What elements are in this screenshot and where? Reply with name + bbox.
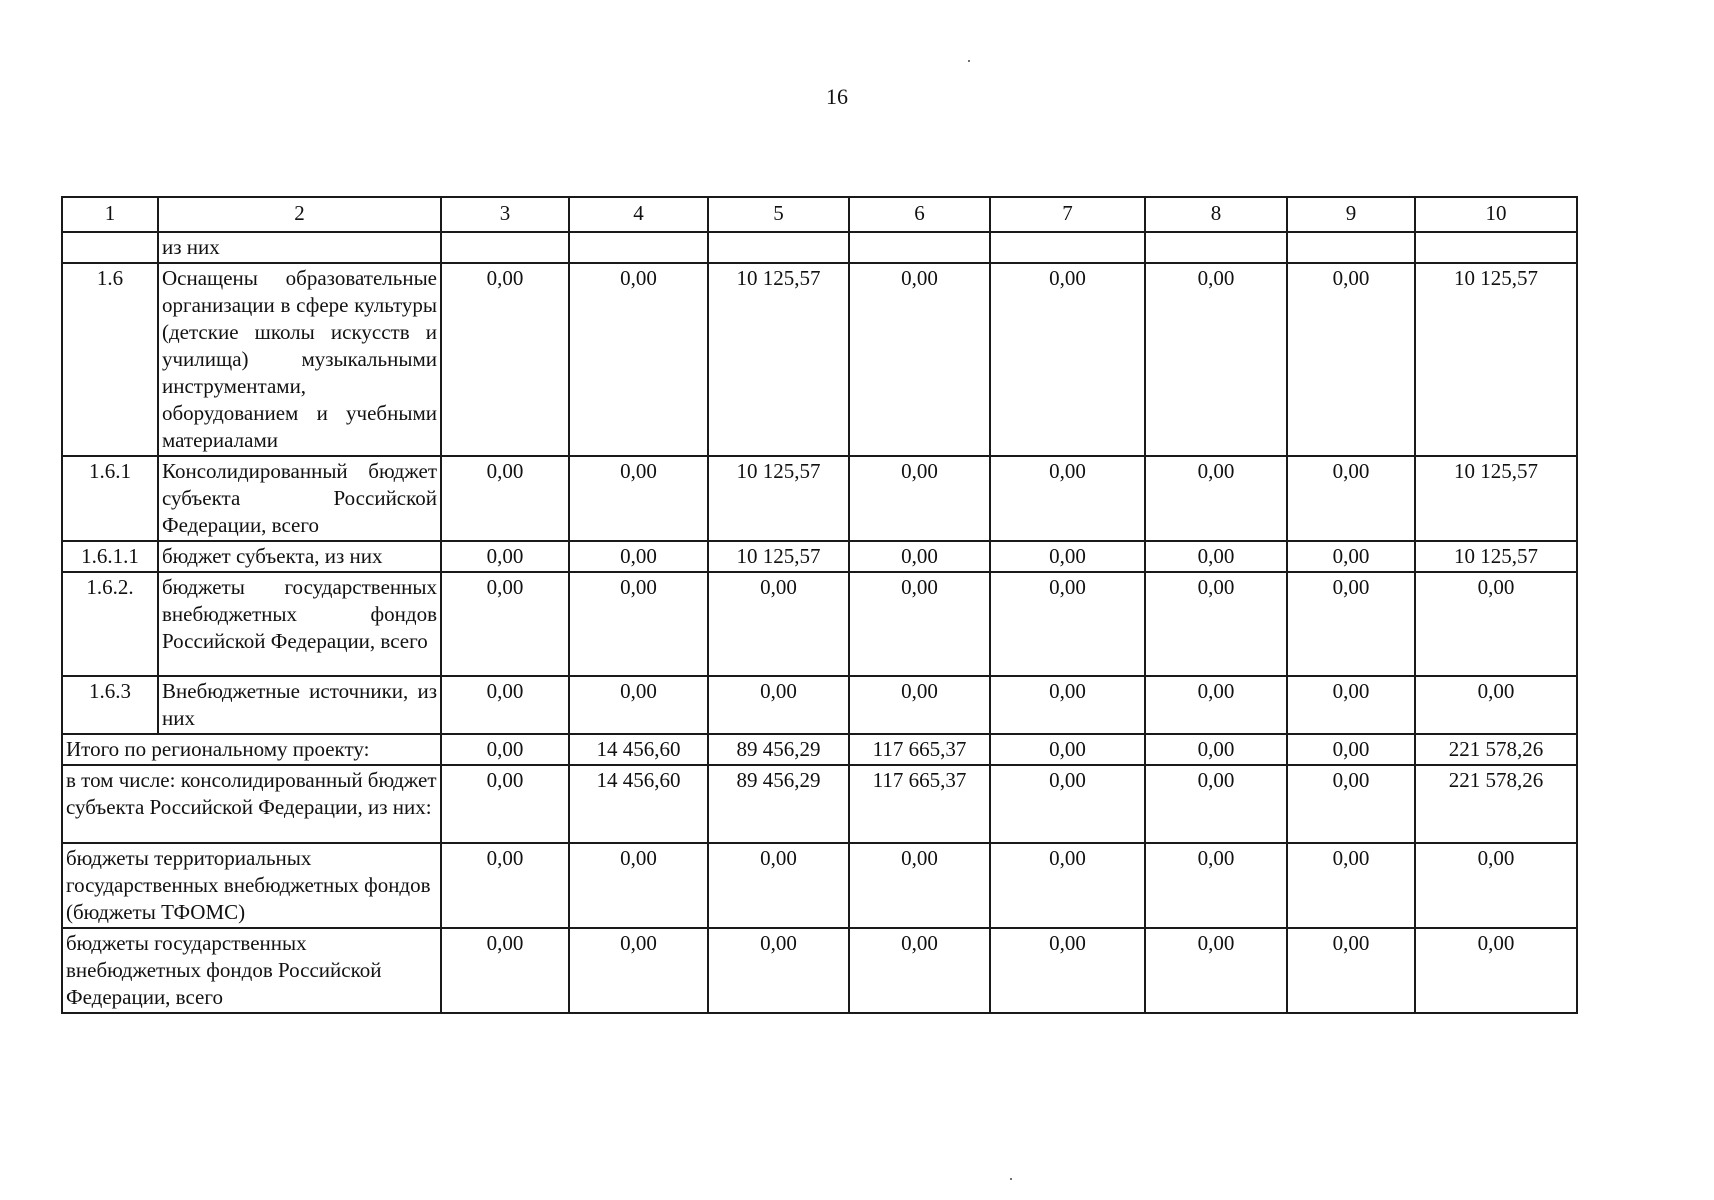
value-cell-col-6: 0,00	[849, 572, 990, 676]
row-name: бюджеты государственных внебюджетных фондов Российской Федерации, всего	[158, 572, 441, 676]
total-value-col-7: 0,00	[990, 843, 1145, 928]
value-cell-col-3	[441, 232, 569, 263]
value-cell-col-8: 0,00	[1145, 263, 1287, 456]
total-label: бюджеты государственных внебюджетных фондов Российской Федерации, всего	[62, 928, 441, 1013]
value-cell-col-9	[1287, 232, 1415, 263]
value-cell-col-8	[1145, 232, 1287, 263]
total-row	[62, 928, 1577, 1013]
total-label: бюджеты территориальных государственных внебюджетных фондов (бюджеты ТФОМС)	[62, 843, 441, 928]
total-value-col-3: 0,00	[441, 843, 569, 928]
value-cell-col-7	[990, 232, 1145, 263]
row-code	[62, 232, 158, 263]
column-header-2: 2	[158, 197, 441, 232]
value-cell-col-5	[708, 232, 849, 263]
total-value-col-7: 0,00	[990, 734, 1145, 765]
total-value-col-4: 14 456,60	[569, 765, 708, 843]
row-name: Консолидированный бюджет субъекта Российской Федерации, всего	[158, 456, 441, 541]
value-cell-col-7: 0,00	[990, 456, 1145, 541]
value-cell-col-9: 0,00	[1287, 676, 1415, 734]
value-cell-col-8: 0,00	[1145, 676, 1287, 734]
value-cell-col-6: 0,00	[849, 541, 990, 572]
value-cell-col-4: 0,00	[569, 263, 708, 456]
value-cell-col-6: 0,00	[849, 676, 990, 734]
value-cell-col-9: 0,00	[1287, 456, 1415, 541]
row-code: 1.6.1.1	[62, 541, 158, 572]
value-cell-col-5: 0,00	[708, 676, 849, 734]
row-name: из них	[158, 232, 441, 263]
row-code: 1.6.2.	[62, 572, 158, 676]
value-cell-col-7: 0,00	[990, 263, 1145, 456]
total-value-col-9: 0,00	[1287, 765, 1415, 843]
total-value-col-10: 0,00	[1415, 928, 1577, 1013]
column-header-8: 8	[1145, 197, 1287, 232]
value-cell-col-7: 0,00	[990, 572, 1145, 676]
value-cell-col-9: 0,00	[1287, 541, 1415, 572]
column-header-5: 5	[708, 197, 849, 232]
total-value-col-9: 0,00	[1287, 843, 1415, 928]
table-row	[62, 572, 1577, 676]
total-label: в том числе: консолидированный бюджет субъекта Российской Федерации, из них:	[62, 765, 441, 843]
value-cell-col-10: 10 125,57	[1415, 541, 1577, 572]
value-cell-col-3: 0,00	[441, 676, 569, 734]
value-cell-col-4: 0,00	[569, 572, 708, 676]
table-row	[62, 263, 1577, 456]
total-value-col-3: 0,00	[441, 734, 569, 765]
total-value-col-8: 0,00	[1145, 843, 1287, 928]
total-value-col-3: 0,00	[441, 928, 569, 1013]
value-cell-col-4: 0,00	[569, 456, 708, 541]
total-value-col-8: 0,00	[1145, 734, 1287, 765]
value-cell-col-8: 0,00	[1145, 572, 1287, 676]
value-cell-col-6: 0,00	[849, 263, 990, 456]
total-value-col-6: 0,00	[849, 843, 990, 928]
column-header-9: 9	[1287, 197, 1415, 232]
value-cell-col-8: 0,00	[1145, 456, 1287, 541]
budget-table	[61, 196, 1578, 1014]
value-cell-col-9: 0,00	[1287, 572, 1415, 676]
total-row	[62, 734, 1577, 765]
row-name: бюджет субъекта, из них	[158, 541, 441, 572]
total-value-col-7: 0,00	[990, 928, 1145, 1013]
row-name: Внебюджетные источники, из них	[158, 676, 441, 734]
value-cell-col-5: 10 125,57	[708, 263, 849, 456]
total-row	[62, 843, 1577, 928]
value-cell-col-4: 0,00	[569, 541, 708, 572]
total-value-col-5: 89 456,29	[708, 734, 849, 765]
value-cell-col-7: 0,00	[990, 676, 1145, 734]
value-cell-col-8: 0,00	[1145, 541, 1287, 572]
value-cell-col-3: 0,00	[441, 456, 569, 541]
value-cell-col-5: 10 125,57	[708, 456, 849, 541]
total-value-col-9: 0,00	[1287, 734, 1415, 765]
column-header-10: 10	[1415, 197, 1577, 232]
total-value-col-5: 0,00	[708, 928, 849, 1013]
column-header-3: 3	[441, 197, 569, 232]
total-value-col-3: 0,00	[441, 765, 569, 843]
value-cell-col-6	[849, 232, 990, 263]
row-name: Оснащены образовательные организации в сфере культуры (детские школы искусств и училища) музыкальными инструментами, оборудованием и учебными материалами	[158, 263, 441, 456]
value-cell-col-7: 0,00	[990, 541, 1145, 572]
value-cell-col-3: 0,00	[441, 572, 569, 676]
total-value-col-9: 0,00	[1287, 928, 1415, 1013]
column-header-4: 4	[569, 197, 708, 232]
value-cell-col-10: 10 125,57	[1415, 456, 1577, 541]
table-row	[62, 676, 1577, 734]
total-value-col-10: 221 578,26	[1415, 765, 1577, 843]
total-value-col-7: 0,00	[990, 765, 1145, 843]
scan-speck	[968, 60, 970, 62]
page-number: 16	[826, 84, 848, 109]
value-cell-col-3: 0,00	[441, 263, 569, 456]
total-value-col-5: 89 456,29	[708, 765, 849, 843]
total-value-col-6: 0,00	[849, 928, 990, 1013]
total-value-col-4: 0,00	[569, 843, 708, 928]
value-cell-col-10: 0,00	[1415, 572, 1577, 676]
total-value-col-10: 0,00	[1415, 843, 1577, 928]
scan-speck	[1010, 1178, 1012, 1180]
total-value-col-6: 117 665,37	[849, 734, 990, 765]
column-header-1: 1	[62, 197, 158, 232]
row-code: 1.6	[62, 263, 158, 456]
value-cell-col-4	[569, 232, 708, 263]
table-row	[62, 541, 1577, 572]
column-header-7: 7	[990, 197, 1145, 232]
value-cell-col-10: 10 125,57	[1415, 263, 1577, 456]
value-cell-col-4: 0,00	[569, 676, 708, 734]
total-label: Итого по региональному проекту:	[62, 734, 441, 765]
value-cell-col-6: 0,00	[849, 456, 990, 541]
total-value-col-8: 0,00	[1145, 765, 1287, 843]
total-row	[62, 765, 1577, 843]
total-value-col-6: 117 665,37	[849, 765, 990, 843]
column-header-6: 6	[849, 197, 990, 232]
total-value-col-4: 0,00	[569, 928, 708, 1013]
table-header-row	[62, 197, 1577, 232]
table-row	[62, 232, 1577, 263]
total-value-col-5: 0,00	[708, 843, 849, 928]
value-cell-col-5: 10 125,57	[708, 541, 849, 572]
row-code: 1.6.3	[62, 676, 158, 734]
value-cell-col-5: 0,00	[708, 572, 849, 676]
value-cell-col-3: 0,00	[441, 541, 569, 572]
row-code: 1.6.1	[62, 456, 158, 541]
table-row	[62, 456, 1577, 541]
value-cell-col-10: 0,00	[1415, 676, 1577, 734]
total-value-col-10: 221 578,26	[1415, 734, 1577, 765]
total-value-col-4: 14 456,60	[569, 734, 708, 765]
value-cell-col-10	[1415, 232, 1577, 263]
total-value-col-8: 0,00	[1145, 928, 1287, 1013]
value-cell-col-9: 0,00	[1287, 263, 1415, 456]
